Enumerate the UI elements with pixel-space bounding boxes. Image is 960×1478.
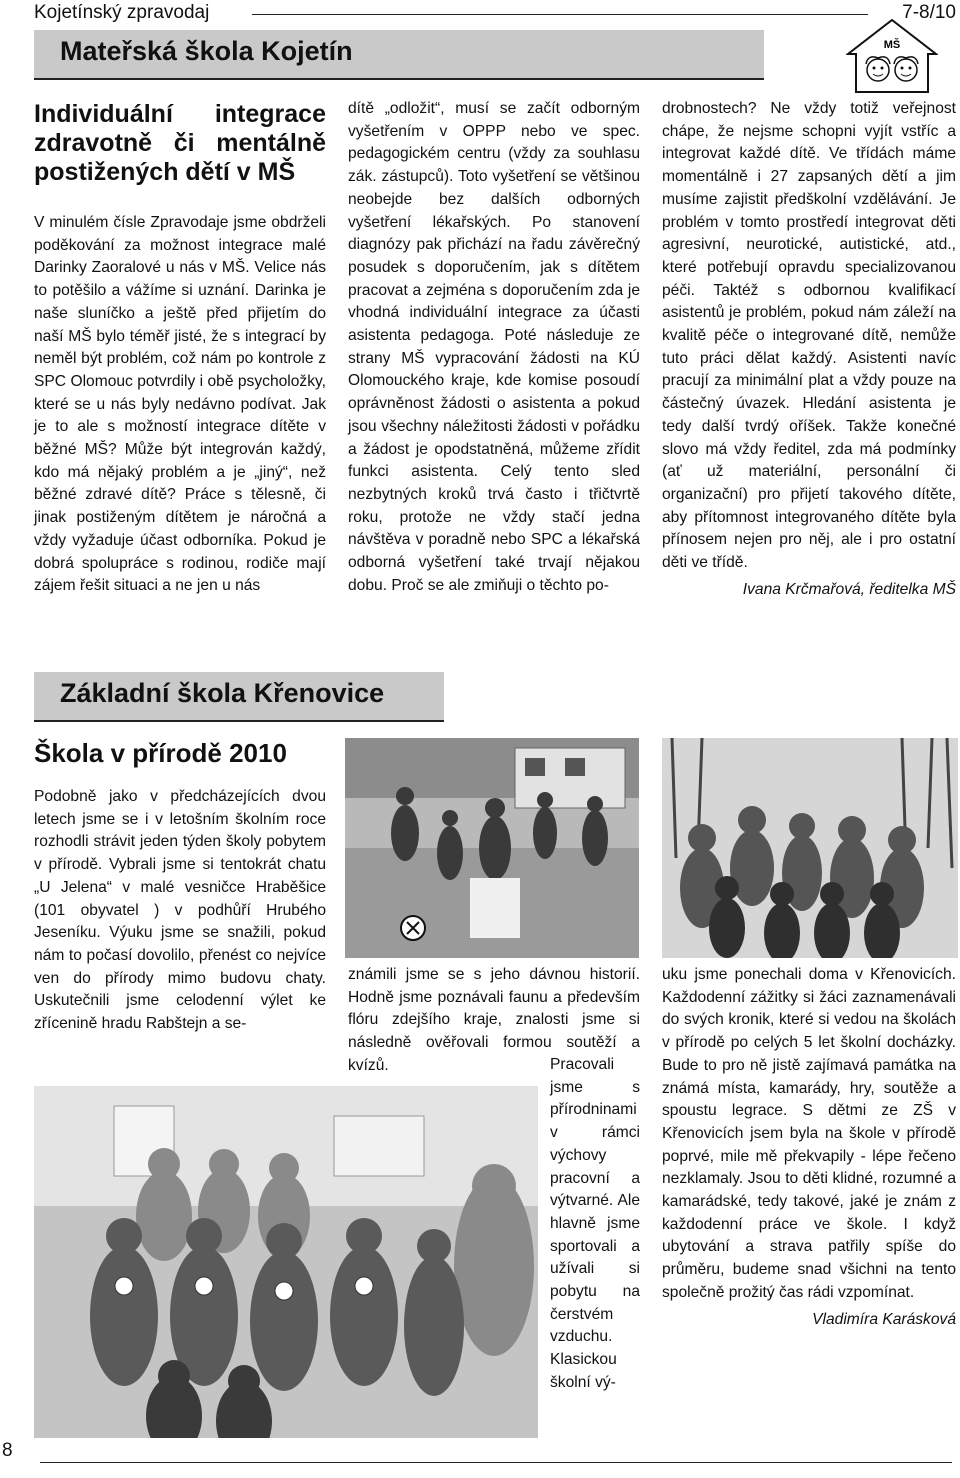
article-ms-column-2 xyxy=(348,98,640,597)
publication-name: Kojetínský zpravodaj xyxy=(34,2,210,23)
article-zs-column-2-narrow xyxy=(550,1054,640,1395)
article-ms-column-1 xyxy=(34,212,326,598)
article-ms-column-3 xyxy=(662,98,956,601)
article-ms-title: Individuální integrace zdravotně či mentálně postižených dětí v MŠ xyxy=(34,100,326,186)
article-ms-signature: Ivana Krčmařová, ředitelka MŠ xyxy=(742,580,956,598)
article-ms-col3-text: drobnostech? Ne vždy totiž veřejnost chápe, že nejsme schopni vyjít vstříc a integrovat každé dítě. Ve třídách máme momentálně i 27 zapsaných dětí a jim musíme zajistit předškolní vzdělávání. Je problém v tomto prostředí integrovat děti agresivní, neurotické, autistické, atd., které potřebují opravdu specializovanou péči. Taktéž s odbornou kvalifikací asistentů je problém, pokud nám záleží na kvalitě péče o integrované dítě, nemůže tuto práci dělat každý. Asistenti navíc pracují za minimální plat a vždy pouze na částečný úvazek. Hledání asistenta je tedy další tvrdý oříšek. Takže konečné slovo má vždy ředitel, zda má podmínky (ať už materiální, personální či organizační) pro přijetí takového dítěte, aby přítomnost integrovaného dítěte byla přínosem nejen pro něj, ale i pro ostatní děti ve třídě. xyxy=(662,100,956,572)
section-bar-zs xyxy=(34,672,444,722)
header-rule xyxy=(252,14,868,15)
section-title-ms: Mateřská škola Kojetín xyxy=(60,36,353,66)
article-zs-column-3 xyxy=(662,964,956,1331)
logo-text: MŠ xyxy=(883,39,901,51)
article-zs-col3-text: uku jsme ponechali doma v Křenovicích. Každodenní zážitky si žáci zaznamenávali do svých kronik, které si vedou na školách v přírodě po celých 5 let školní docházky. Bude to pro ně jistě zajímavá památka na známá místa, kamarády, hry, soutěže a spoustu legrace. S dětmi ze ZŠ v Křenovicích jsem byla na škole v přírodě poprvé, mile mě překvapily - lépe řečeno nezklamaly. Jsou to děti klidné, rozumné a kamarádské, tedy takové, jaké je znám z každodenní práce ve škole. I když ubytování a strava patřily spíše do průměru, budeme snad všichni na tento společně prožitý čas rádi vzpomínat. xyxy=(662,966,956,1301)
photo-children-costumes xyxy=(34,1086,538,1438)
article-ms-col2-text: dítě „odložit“, musí se začít odborným vyšetřením v OPPP nebo ve spec. pedagogickém centru (vždy za souhlasu zák. zástupců). Toto vyšetření se většinou neobejde bez dalších odborných vyšetření lékařských. Po stanovení diagnózy pak přichází na řadu závěrečný posudek s doporučením, jak s dítětem pracovat a zejména s doporučením zda je vhodná individuální integrace za účasti asistenta pedagoga. Poté následuje ze strany MŠ vypracování žádosti na KÚ Olomouckého kraje, kde komise posoudí oprávněnost žádosti o asistenta a pokud jsou všechny náležitosti žádosti v pořádku a žádost je opodstatněná, můžeme zřídit funkci asistenta. Celý tento sled nezbytných kroků trvá často i třičtvrtě roku, protože ne vždy stačí jedna návštěva v poradně nebo SPC a lékařská odborná vyšetření také trvají nějakou dobu. Proč se ale zmiňuji o těchto po- xyxy=(348,100,640,594)
article-zs-col2-narrow-text: Pracovali jsme s přírodninami v rámci výchovy pracovní a výtvarné. Ale hlavně jsme sportovali a užívali si pobytu na čerstvém vzduchu. Klasickou školní vý- xyxy=(550,1056,640,1391)
page-number: 8 xyxy=(2,1440,13,1461)
photo-group-forest xyxy=(662,738,958,958)
article-zs-col2-top-text: známili jsme se s jeho dávnou historií. Hodně jsme poznávali faunu a především flóru zdejšího kraje, znalosti jsme si následně ověřovali formou soutěží a kvízů. xyxy=(348,966,640,1074)
photo-children-football xyxy=(345,738,639,958)
section-bar-ms xyxy=(34,30,764,80)
article-ms-col1-text: V minulém čísle Zpravodaje jsme obdrželi poděkování za možnost integrace malé Darinky Zaoralové u nás v MŠ. Velice nás to potěšilo a vážíme si uznání. Darinka je naše sluníčko a ještě před přijetím do naší MŠ bylo téměř jisté, že s integrací by neměl být problém, což nám po kontrole z SPC Olomouc potvrdily i obě psycholožky, které se u nás byly nedávno podívat. Jak je to ale s možností integrace dítěte v běžné MŠ? Může být integrován každý, kdo má nějaký problém a je „jiný“, než běžné zdravé dítě? Práce s tělesně, či jinak postiženým dítětem je náročná a vždy vyžaduje účast odborníka. Pokud je dobrá spolupráce s rodinou, rodiče mají zájem řešit situaci a ne jen u nás xyxy=(34,214,326,595)
article-zs-column-1 xyxy=(34,786,326,1036)
article-zs-title: Škola v přírodě 2010 xyxy=(34,738,287,768)
article-zs-signature: Vladimíra Karásková xyxy=(812,1310,956,1328)
kindergarten-house-logo xyxy=(846,18,938,94)
section-title-zs: Základní škola Křenovice xyxy=(60,678,385,708)
article-zs-col1-text: Podobně jako v předcházejících dvou letech jsme se i v letošním školním roce rozhodli strávit jeden týden školy pobytem v přírodě. Vybrali jsme si tentokrát chatu „U Jelena“ v malé vesničce Hraběšice (101 obyvatel ) v podhůří Hrubého Jeseníku. Výuku jsme se snažili, pokud nám to počasí dovolilo, přenést co nejvíce ven do přírody mimo budovu chaty. Uskutečnili jsme celodenní výlet ke zřícenině hradu Rabštejn a se- xyxy=(34,788,326,1033)
footer-rule xyxy=(40,1462,952,1463)
issue-number: 7-8/10 xyxy=(902,2,956,23)
